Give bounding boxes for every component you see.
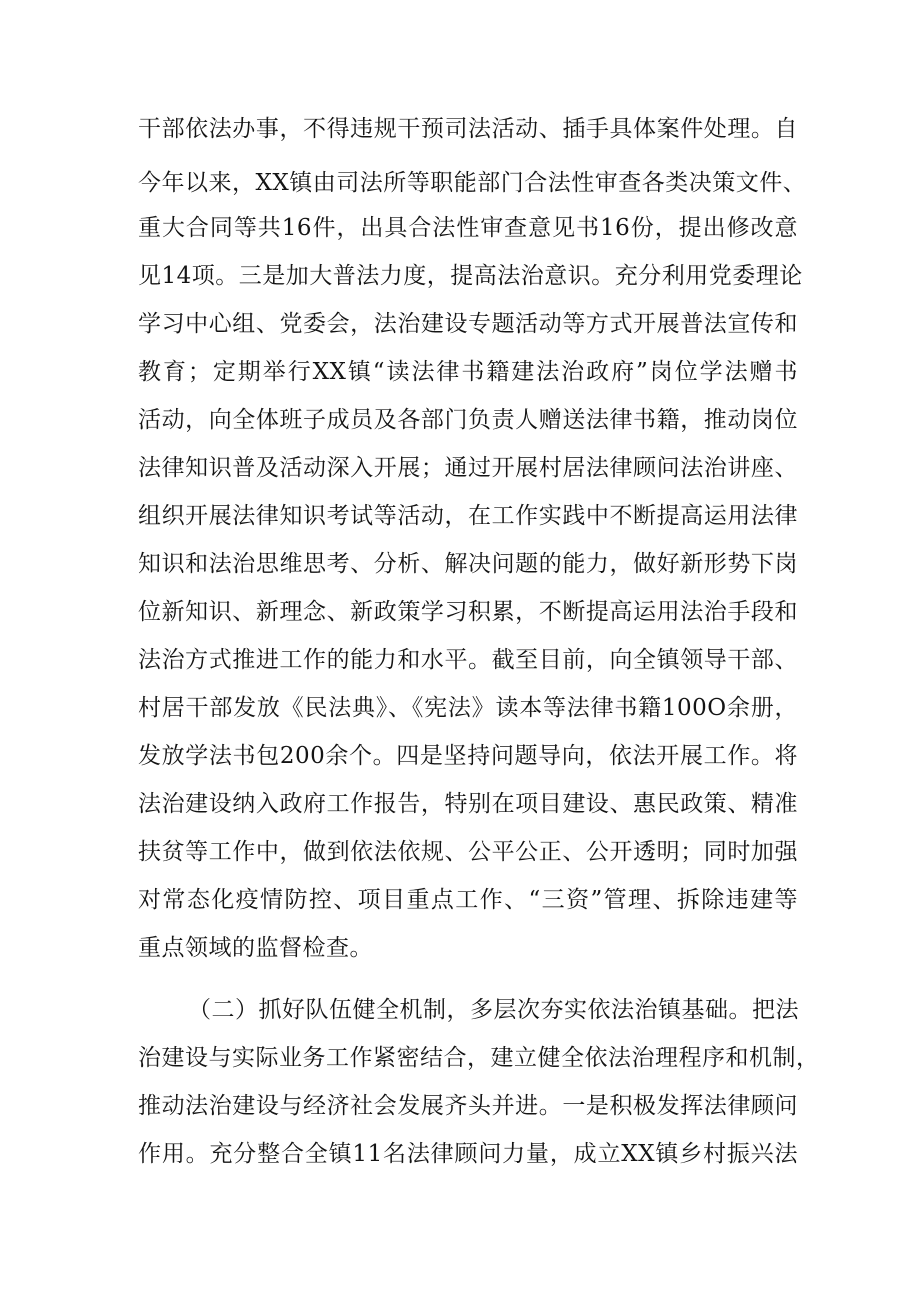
text-line: 重点领域的监督检查。 [138, 935, 373, 961]
text-line: 法律知识普及活动深入开展；通过开展村居法律顾问法治讲座、 [138, 455, 798, 481]
text-line: 今年以来，XX镇由司法所等职能部门合法性审查各类决策文件、 [138, 170, 807, 196]
text-line: 位新知识、新理念、新政策学习积累，不断提高运用法治手段和 [138, 599, 798, 625]
text-line: 法治建设纳入政府工作报告，特别在项目建设、惠民政策、精准 [138, 791, 798, 817]
text-line: 推动法治建设与经济社会发展齐头并进。一是积极发挥法律顾问 [138, 1093, 798, 1119]
text-line: 干部依法办事，不得违规干预司法活动、插手具体案件处理。自 [138, 116, 798, 142]
text-line: （二）抓好队伍健全机制，多层次夯实依法治镇基础。把法 [188, 997, 799, 1023]
text-line: 扶贫等工作中，做到依法依规、公平公正、公开透明；同时加强 [138, 839, 798, 865]
text-line: 作用。充分整合全镇11名法律顾问力量，成立XX镇乡村振兴法 [138, 1141, 798, 1167]
text-line: 学习中心组、党委会，法治建设专题活动等方式开展普法宣传和 [138, 311, 798, 337]
text-line: 对常态化疫情防控、项目重点工作、“三资”管理、拆除违建等 [138, 887, 798, 913]
text-line: 发放学法书包200余个。四是坚持问题导向，依法开展工作。将 [138, 743, 798, 769]
text-line: 法治方式推进工作的能力和水平。截至目前，向全镇领导干部、 [138, 647, 798, 673]
text-line: 村居干部发放《民法典》、《宪法》读本等法律书籍100O余册， [138, 695, 798, 721]
text-line: 知识和法治思维思考、分析、解决问题的能力，做好新形势下岗 [138, 551, 798, 577]
text-line: 重大合同等共16件，出具合法性审查意见书16份，提出修改意 [138, 215, 798, 241]
text-line: 组织开展法律知识考试等活动，在工作实践中不断提高运用法律 [138, 503, 798, 529]
text-line: 见14项。三是加大普法力度，提高法治意识。充分利用党委理论 [138, 263, 803, 289]
text-line: 教育；定期举行XX镇“读法律书籍建法治政府”岗位学法赠书 [138, 359, 798, 385]
text-line: 活动，向全体班子成员及各部门负责人赠送法律书籍，推动岗位 [138, 407, 798, 433]
text-line: 治建设与实际业务工作紧密结合，建立健全依法治理程序和机制， [138, 1045, 820, 1071]
